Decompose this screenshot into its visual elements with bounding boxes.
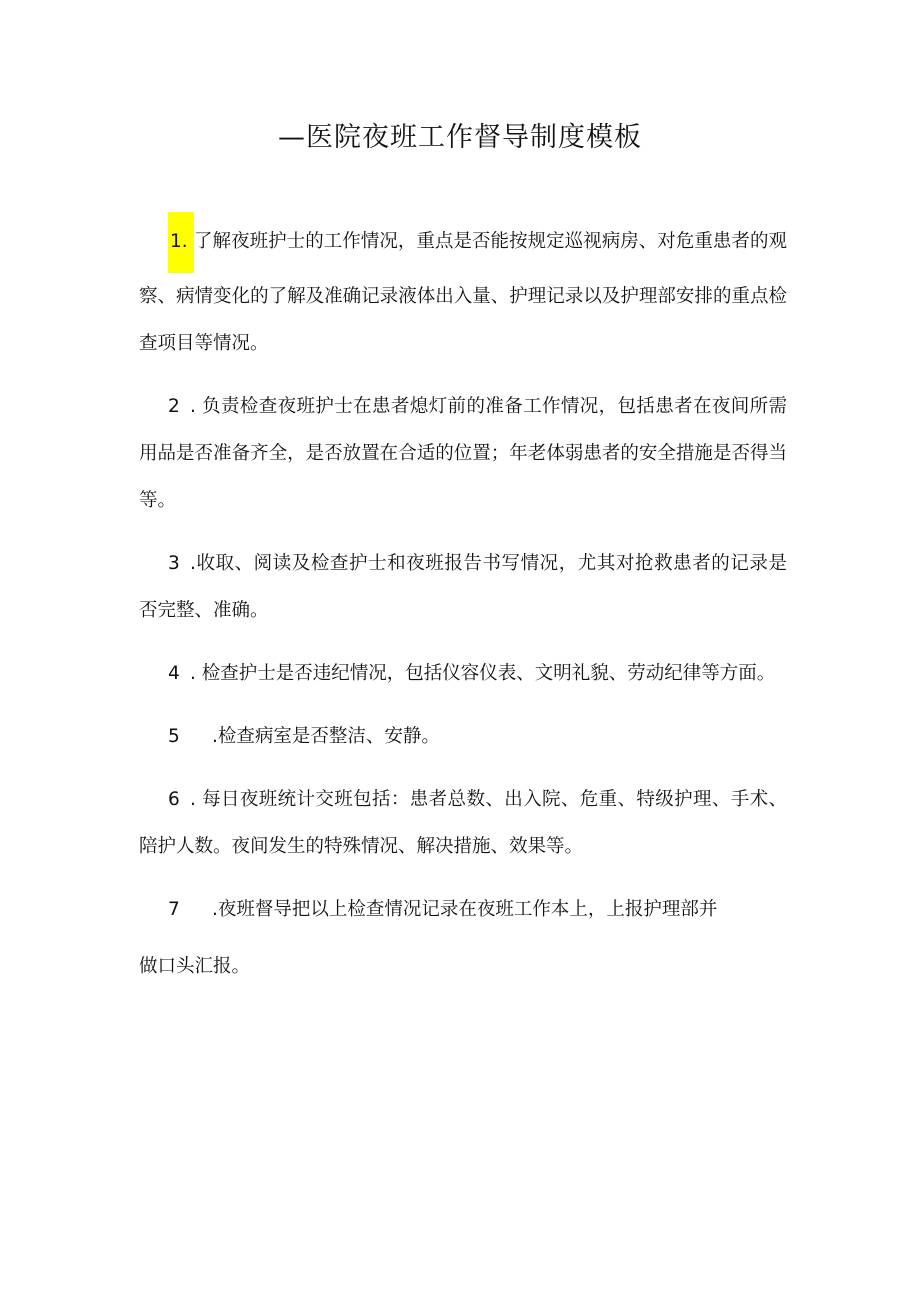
item-text: .检查病室是否整洁、安静。 [212, 726, 440, 747]
list-item-2 [139, 383, 787, 524]
item-number-highlight: 1. [168, 212, 194, 273]
page-title: —医院夜班工作督导制度模板 [278, 122, 642, 153]
item-number: 2 [168, 396, 180, 417]
list-item-3 [139, 540, 787, 634]
list-item-4 [139, 650, 787, 697]
document-body [139, 212, 787, 1006]
list-item-7 [139, 886, 787, 990]
item-text: .收取、阅读及检查护士和夜班报告书写情况，尤其对抢救患者的记录是否完整、准确。 [139, 553, 787, 621]
item-number: 6 [168, 789, 180, 810]
list-item-5 [139, 713, 787, 760]
item-text: 了解夜班护士的工作情况，重点是否能按规定巡视病房、对危重患者的观察、病情变化的了解及准确记录液体出入量、护理记录以及护理部安排的重点检查项目等情况。 [139, 231, 787, 354]
list-item-6 [139, 776, 787, 870]
item-text: . 每日夜班统计交班包括：患者总数、出入院、危重、特级护理、手术、陪护人数。夜间发生的特殊情况、解决措施、效果等。 [139, 789, 787, 857]
item-text-continuation: 做口头汇报。 [139, 956, 251, 977]
item-number: 3 [168, 553, 180, 574]
item-text: . 检查护士是否违纪情况，包括仪容仪表、文明礼貌、劳动纪律等方面。 [190, 663, 776, 684]
item-number: 4 [168, 663, 180, 684]
item-number: 7 [168, 899, 180, 920]
item-text: .夜班督导把以上检查情况记录在夜班工作本上，上报护理部并 [212, 899, 718, 920]
list-item-1 [139, 212, 787, 367]
item-number: 5 [168, 726, 180, 747]
item-text: . 负责检查夜班护士在患者熄灯前的准备工作情况，包括患者在夜间所需用品是否准备齐全，是否放置在合适的位置；年老体弱患者的安全措施是否得当等。 [139, 396, 787, 511]
